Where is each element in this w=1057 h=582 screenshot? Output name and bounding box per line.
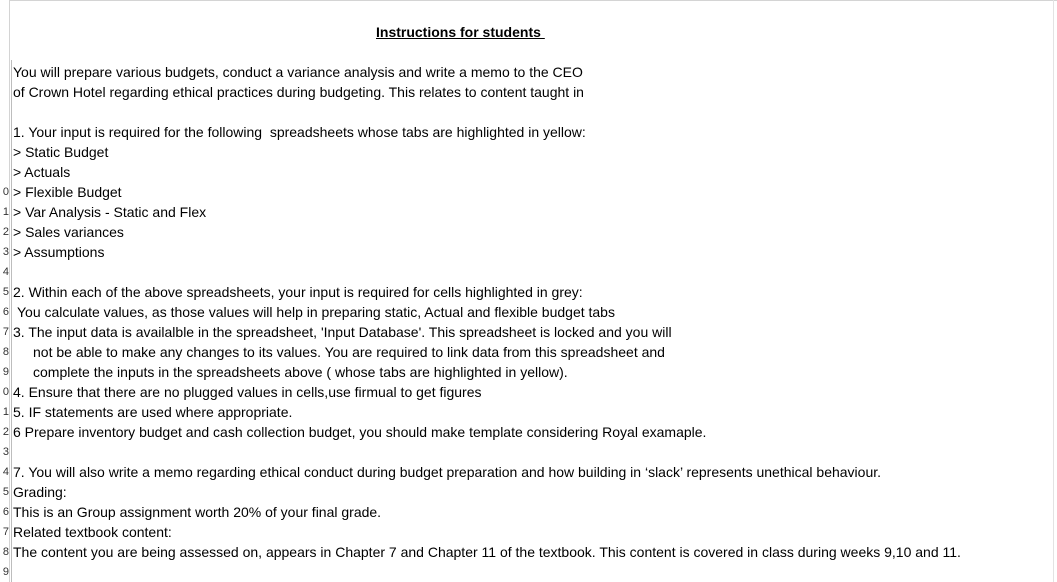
- grading-detail: This is an Group assignment worth 20% of your final grade.: [13, 504, 382, 520]
- intro-line-1: You will prepare various budgets, conduct a variance analysis and write a memo to the CEO: [13, 64, 583, 80]
- tab-list-item: > Sales variances: [13, 224, 124, 240]
- row-number[interactable]: 2: [2, 426, 9, 438]
- column-gridline: [1053, 0, 1054, 582]
- instruction-item-6: 6 Prepare inventory budget and cash collection budget, you should make template considering Royal examaple.: [13, 424, 707, 440]
- row-number[interactable]: 6: [2, 506, 9, 518]
- column-header-border: [0, 0, 1057, 1]
- row-number[interactable]: 8: [2, 546, 9, 558]
- row-number[interactable]: 1: [2, 406, 9, 418]
- row-number[interactable]: 9: [2, 366, 9, 378]
- textbox-left-border: [11, 60, 12, 582]
- instruction-item-2: 2. Within each of the above spreadsheets, your input is required for cells highlighted in grey:: [13, 284, 583, 300]
- textbook-detail: The content you are being assessed on, appears in Chapter 7 and Chapter 11 of the textbook. This content is covered in class during weeks 9,10 and 11.: [13, 544, 961, 560]
- instruction-item-7: 7. You will also write a memo regarding ethical conduct during budget preparation and how building in ‘slack’ represents unethical behaviour.: [13, 464, 882, 480]
- row-number[interactable]: 7: [2, 326, 9, 338]
- instruction-item-3-detail: complete the inputs in the spreadsheets above ( whose tabs are highlighted in yellow).: [33, 364, 568, 380]
- row-number[interactable]: 0: [2, 386, 9, 398]
- grading-heading: Grading:: [13, 484, 67, 500]
- row-number[interactable]: 5: [2, 486, 9, 498]
- instruction-item-3: 3. The input data is availalble in the spreadsheet, 'Input Database'. This spreadsheet is locked and you will: [13, 324, 672, 340]
- tab-list-item: > Assumptions: [13, 244, 105, 260]
- instruction-item-1: 1. Your input is required for the following spreadsheets whose tabs are highlighted in yellow:: [13, 124, 586, 140]
- tab-list-item: > Actuals: [13, 164, 71, 180]
- instruction-item-5: 5. IF statements are used where appropriate.: [13, 404, 293, 420]
- tab-list-item: > Var Analysis - Static and Flex: [13, 204, 207, 220]
- row-number[interactable]: 8: [2, 346, 9, 358]
- row-number[interactable]: 3: [2, 246, 9, 258]
- row-number[interactable]: 7: [2, 526, 9, 538]
- row-number[interactable]: 4: [2, 266, 9, 278]
- tab-list-item: > Static Budget: [13, 144, 109, 160]
- row-number[interactable]: 6: [2, 306, 9, 318]
- instruction-item-2-detail: You calculate values, as those values will help in preparing static, Actual and flexible budget tabs: [17, 304, 615, 320]
- row-number[interactable]: 0: [2, 186, 9, 198]
- tab-list-item: > Flexible Budget: [13, 184, 122, 200]
- row-number[interactable]: 3: [2, 446, 9, 458]
- instructions-title: Instructions for students: [376, 24, 545, 40]
- row-number[interactable]: 2: [2, 226, 9, 238]
- row-number[interactable]: 1: [2, 206, 9, 218]
- intro-line-2: of Crown Hotel regarding ethical practices during budgeting. This relates to content taught in: [13, 84, 584, 100]
- row-number[interactable]: 9: [2, 566, 9, 578]
- textbook-heading: Related textbook content:: [13, 524, 172, 540]
- row-number[interactable]: 5: [2, 286, 9, 298]
- row-number[interactable]: 4: [2, 466, 9, 478]
- instruction-item-3-detail: not be able to make any changes to its values. You are required to link data from this spreadsheet and: [33, 344, 665, 360]
- row-header-gutter: [0, 0, 10, 582]
- instruction-item-4: 4. Ensure that there are no plugged values in cells,use firmual to get figures: [13, 384, 482, 400]
